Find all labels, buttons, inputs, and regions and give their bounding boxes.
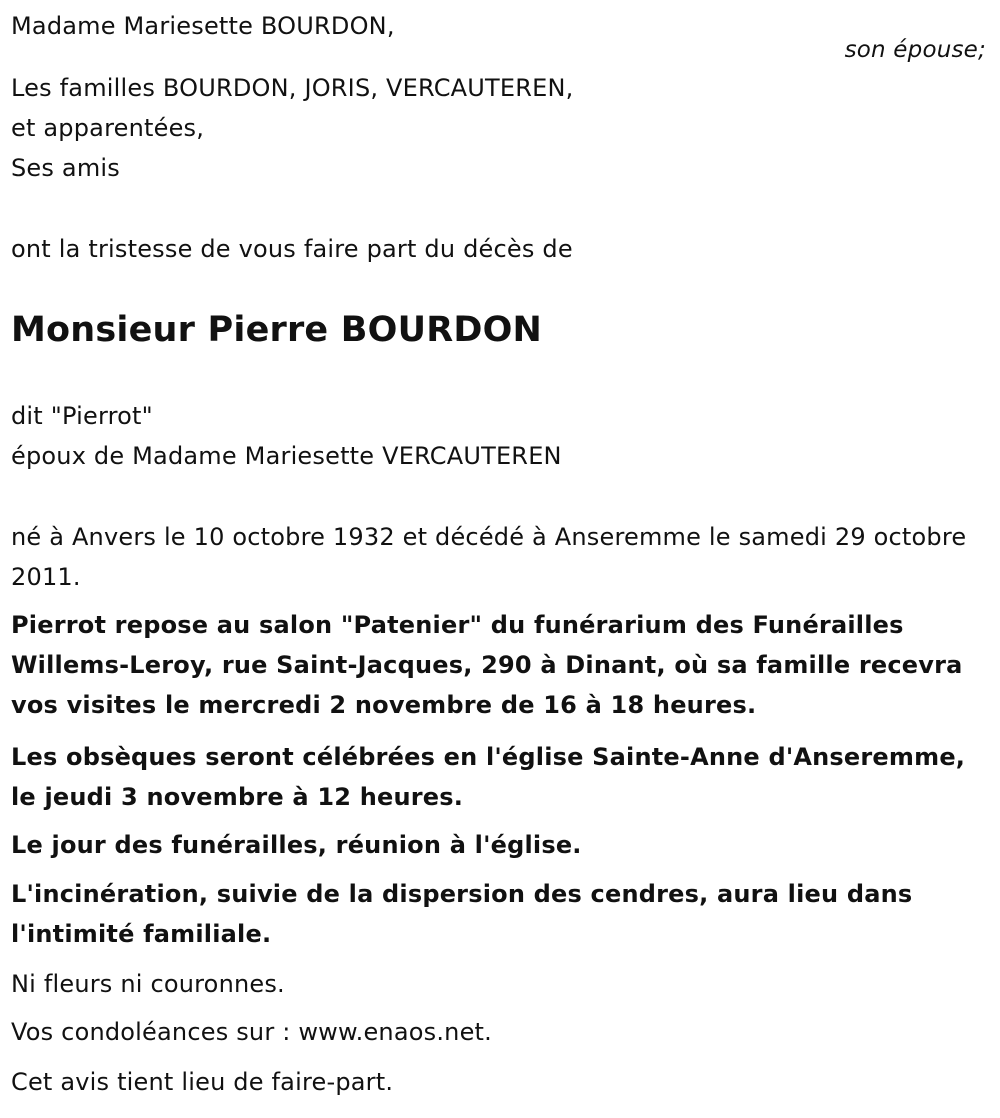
spouse-line: époux de Madame Mariesette VERCAUTEREN xyxy=(11,442,562,470)
notice-statement-line: Cet avis tient lieu de faire-part. xyxy=(11,1068,394,1096)
viewing-paragraph: Pierrot repose au salon "Patenier" du funérarium des Funérailles Willems-Leroy, rue Saint-Jacques, 290 à Dinant, où sa famille recevra vos visites le mercredi 2 novembre de 16 à 18 heures. xyxy=(11,611,963,719)
deceased-name: Monsieur Pierre BOURDON xyxy=(11,310,543,350)
condolences-line: Vos condoléances sur : www.enaos.net. xyxy=(11,1018,492,1046)
friends-line: Ses amis xyxy=(11,154,120,182)
meeting-line: Le jour des funérailles, réunion à l'église. xyxy=(11,831,582,859)
no-flowers-line: Ni fleurs ni couronnes. xyxy=(11,970,285,998)
families-line-1: Les familles BOURDON, JORIS, VERCAUTEREN, xyxy=(11,74,574,102)
nickname-line: dit "Pierrot" xyxy=(11,402,153,430)
cremation-paragraph: L'incinération, suivie de la dispersion des cendres, aura lieu dans l'intimité familiale. xyxy=(11,880,913,948)
widow-role: son épouse; xyxy=(844,37,986,63)
birth-death-paragraph: né à Anvers le 10 octobre 1932 et décédé à Anseremme le samedi 29 octobre 2011. xyxy=(11,523,967,591)
funeral-paragraph: Les obsèques seront célébrées en l'église Sainte-Anne d'Anseremme, le jeudi 3 novembre à 12 heures. xyxy=(11,743,966,811)
families-line-2: et apparentées, xyxy=(11,114,205,142)
widow-line: Madame Mariesette BOURDON, xyxy=(11,12,395,40)
announcement-line: ont la tristesse de vous faire part du décès de xyxy=(11,235,573,263)
